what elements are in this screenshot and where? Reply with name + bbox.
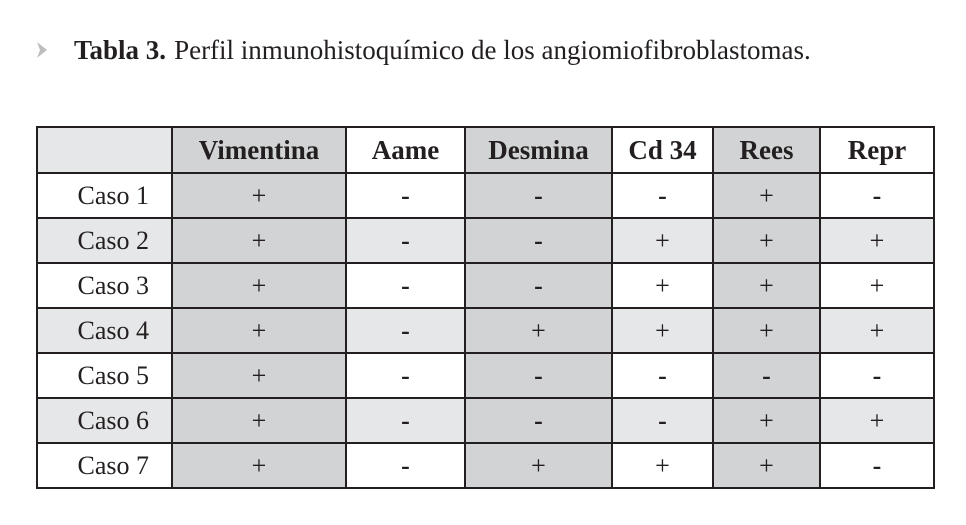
cell-vimentina: + — [172, 263, 346, 308]
cell-desmina: - — [465, 173, 612, 218]
cell-vimentina: + — [172, 173, 346, 218]
cell-cd34: + — [612, 308, 713, 353]
cell-rees: - — [713, 353, 820, 398]
table-row — [37, 173, 934, 218]
table-row — [37, 308, 934, 353]
case-label: Caso 6 — [37, 398, 172, 443]
header-desmina: Desmina — [465, 127, 612, 173]
cell-aame: - — [346, 308, 465, 353]
cell-rees: + — [713, 308, 820, 353]
cell-repr: - — [820, 173, 934, 218]
cell-desmina: - — [465, 353, 612, 398]
cell-vimentina: + — [172, 308, 346, 353]
case-label: Caso 1 — [37, 173, 172, 218]
cell-vimentina: + — [172, 218, 346, 263]
cell-desmina: + — [465, 308, 612, 353]
header-repr: Repr — [820, 127, 934, 173]
table-body — [37, 173, 934, 488]
case-label: Caso 3 — [37, 263, 172, 308]
cell-rees: + — [713, 218, 820, 263]
triangle-bullet-icon — [36, 41, 48, 59]
cell-aame: - — [346, 263, 465, 308]
cell-repr: + — [820, 398, 934, 443]
table-header-row — [37, 127, 934, 173]
header-aame: Aame — [346, 127, 465, 173]
cell-desmina: - — [465, 218, 612, 263]
cell-vimentina: + — [172, 353, 346, 398]
cell-cd34: + — [612, 218, 713, 263]
header-stub-cell — [37, 127, 172, 173]
case-label: Caso 7 — [37, 443, 172, 488]
table-row — [37, 398, 934, 443]
cell-repr: - — [820, 443, 934, 488]
cell-repr: + — [820, 218, 934, 263]
cell-cd34: - — [612, 173, 713, 218]
header-cd34: Cd 34 — [612, 127, 713, 173]
header-rees: Rees — [713, 127, 820, 173]
table-row — [37, 218, 934, 263]
case-label: Caso 2 — [37, 218, 172, 263]
cell-cd34: + — [612, 263, 713, 308]
table-row — [37, 353, 934, 398]
cell-cd34: - — [612, 353, 713, 398]
cell-desmina: - — [465, 263, 612, 308]
cell-repr: - — [820, 353, 934, 398]
table-caption — [36, 30, 811, 70]
immunohistochemical-table — [36, 126, 935, 489]
cell-rees: + — [713, 263, 820, 308]
header-vimentina: Vimentina — [172, 127, 346, 173]
cell-rees: + — [713, 398, 820, 443]
cell-repr: + — [820, 263, 934, 308]
case-label: Caso 4 — [37, 308, 172, 353]
cell-rees: + — [713, 173, 820, 218]
cell-cd34: - — [612, 398, 713, 443]
cell-aame: - — [346, 353, 465, 398]
table-row — [37, 263, 934, 308]
cell-aame: - — [346, 218, 465, 263]
cell-rees: + — [713, 443, 820, 488]
cell-aame: - — [346, 443, 465, 488]
table-row — [37, 443, 934, 488]
cell-cd34: + — [612, 443, 713, 488]
cell-desmina: + — [465, 443, 612, 488]
cell-aame: - — [346, 398, 465, 443]
cell-desmina: - — [465, 398, 612, 443]
cell-vimentina: + — [172, 398, 346, 443]
cell-aame: - — [346, 173, 465, 218]
cell-vimentina: + — [172, 443, 346, 488]
case-label: Caso 5 — [37, 353, 172, 398]
cell-repr: + — [820, 308, 934, 353]
caption-title: Perfil inmunohistoquímico de los angiomiofibroblastomas. — [174, 34, 811, 65]
caption-label: Tabla 3. — [74, 34, 167, 65]
